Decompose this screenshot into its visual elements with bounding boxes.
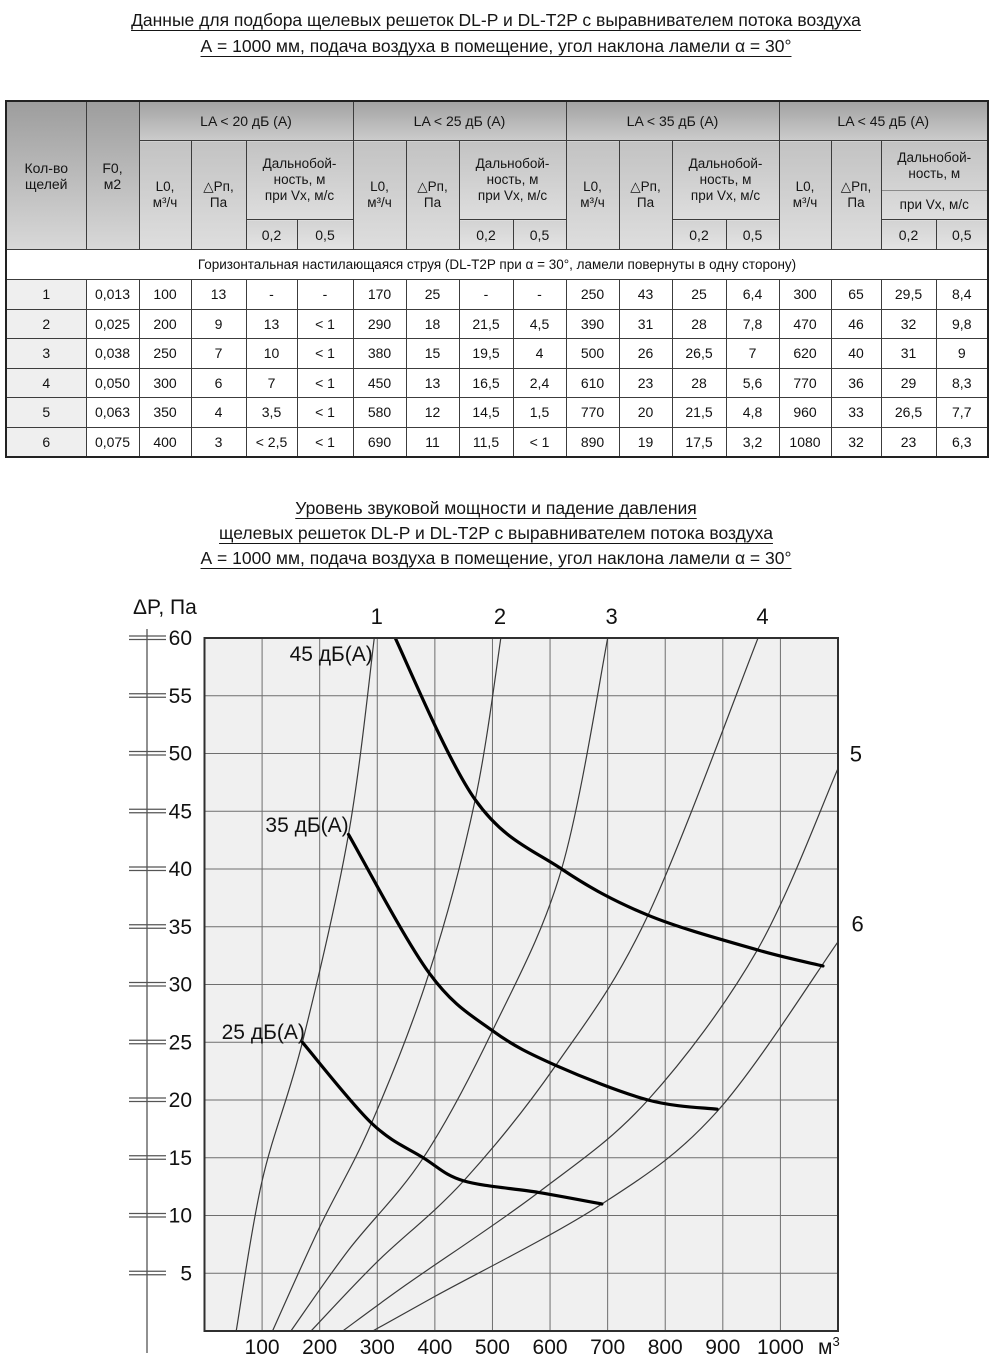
data-cell: 18 bbox=[406, 309, 459, 339]
data-cell: 3,2 bbox=[726, 427, 779, 457]
chart-title-line1: Уровень звуковой мощности и падение давления bbox=[295, 498, 697, 518]
y-tick-label-60: 60 bbox=[168, 627, 192, 650]
table-row-4 bbox=[6, 368, 988, 398]
data-cell: 14,5 bbox=[459, 398, 513, 428]
data-cell: 0,025 bbox=[86, 309, 139, 339]
data-cell: 12 bbox=[406, 398, 459, 428]
data-cell: - bbox=[297, 280, 353, 310]
data-cell: 17,5 bbox=[672, 427, 726, 457]
col-header-flow-1: L0, м³/ч bbox=[353, 141, 406, 250]
col-subheader-vx-0-0: 0,2 bbox=[246, 220, 297, 250]
data-cell: 200 bbox=[139, 309, 191, 339]
data-cell: 7 bbox=[191, 339, 246, 369]
col-header-range-3: Дальнобой- ность, м при Vx, м/с bbox=[881, 141, 988, 220]
data-cell: 11,5 bbox=[459, 427, 513, 457]
table-title bbox=[0, 7, 992, 59]
y-tick-label-15: 15 bbox=[168, 1146, 192, 1170]
data-cell: 0,038 bbox=[86, 339, 139, 369]
chart-title bbox=[0, 496, 992, 571]
y-tick-label-40: 40 bbox=[168, 858, 192, 881]
data-cell: 16,5 bbox=[459, 368, 513, 398]
x-axis-unit: $м^3$ bbox=[818, 1334, 840, 1359]
data-cell: 250 bbox=[566, 280, 619, 310]
table-title-line1: Данные для подбора щелевых решеток DL-P и DL-T2P с выравнивателем потока воздуха bbox=[131, 10, 861, 30]
data-cell: 29 bbox=[881, 368, 936, 398]
chart-title-line3: А = 1000 мм, подача воздуха в помещение, угол наклона ламели α = 30° bbox=[200, 548, 792, 568]
y-axis-title: ΔP, Па bbox=[133, 596, 197, 619]
data-cell: - bbox=[513, 280, 566, 310]
data-cell: 26,5 bbox=[881, 398, 936, 428]
selection-table bbox=[5, 100, 989, 458]
data-cell: 23 bbox=[881, 427, 936, 457]
data-cell: 13 bbox=[246, 309, 297, 339]
row-slots-count: 5 bbox=[6, 398, 86, 428]
data-cell: < 1 bbox=[513, 427, 566, 457]
data-cell: 28 bbox=[672, 309, 726, 339]
col-header-flow-0: L0, м³/ч bbox=[139, 141, 191, 250]
slot-count-label-5: 5 bbox=[849, 741, 862, 767]
slot-count-label-6: 6 bbox=[851, 911, 864, 937]
data-cell: 690 bbox=[353, 427, 406, 457]
data-cell: 21,5 bbox=[459, 309, 513, 339]
data-cell: 36 bbox=[831, 368, 881, 398]
y-tick-label-50: 50 bbox=[168, 742, 192, 766]
data-cell: < 1 bbox=[297, 339, 353, 369]
col-subheader-vx-2-0: 0,2 bbox=[672, 220, 726, 250]
data-cell: 7 bbox=[726, 339, 779, 369]
x-tick-label-400: 400 bbox=[417, 1336, 453, 1359]
x-tick-label-500: 500 bbox=[474, 1336, 510, 1359]
data-cell: 4,8 bbox=[726, 398, 779, 428]
data-cell: 8,3 bbox=[936, 368, 988, 398]
col-header-area: F0, м2 bbox=[86, 101, 139, 250]
data-cell: 3 bbox=[191, 427, 246, 457]
data-cell: 4 bbox=[191, 398, 246, 428]
data-cell: 8,4 bbox=[936, 280, 988, 310]
data-cell: < 1 bbox=[297, 427, 353, 457]
table-row-1 bbox=[6, 280, 988, 310]
data-cell: 13 bbox=[191, 280, 246, 310]
x-tick-label-900: 900 bbox=[705, 1336, 741, 1359]
data-cell: 6 bbox=[191, 368, 246, 398]
slot-count-label-2: 2 bbox=[493, 604, 507, 630]
data-cell: 31 bbox=[619, 309, 672, 339]
y-tick-label-55: 55 bbox=[168, 684, 192, 708]
data-cell: 350 bbox=[139, 398, 191, 428]
group-header-la0: LA < 20 дБ (А) bbox=[139, 101, 353, 141]
data-cell: 9 bbox=[191, 309, 246, 339]
col-header-range-2: Дальнобой- ность, м при Vx, м/с bbox=[672, 141, 779, 220]
data-cell: 65 bbox=[831, 280, 881, 310]
data-cell: 1080 bbox=[779, 427, 831, 457]
col-header-dp-2: △Pп, Па bbox=[619, 141, 672, 250]
data-cell: 33 bbox=[831, 398, 881, 428]
data-cell: 40 bbox=[831, 339, 881, 369]
data-cell: 9 bbox=[936, 339, 988, 369]
data-cell: 960 bbox=[779, 398, 831, 428]
group-header-la2: LA < 35 дБ (А) bbox=[566, 101, 779, 141]
data-cell: 100 bbox=[139, 280, 191, 310]
data-cell: 43 bbox=[619, 280, 672, 310]
data-cell: < 1 bbox=[297, 309, 353, 339]
data-cell: 25 bbox=[406, 280, 459, 310]
db-level-label-45: 45 дБ(А) bbox=[289, 643, 373, 667]
data-cell: 450 bbox=[353, 368, 406, 398]
db-level-label-35: 35 дБ(А) bbox=[265, 814, 349, 838]
table-row-5 bbox=[6, 398, 988, 428]
data-cell: 15 bbox=[406, 339, 459, 369]
data-cell: 0,013 bbox=[86, 280, 139, 310]
data-cell: 6,4 bbox=[726, 280, 779, 310]
selection-table-wrap bbox=[5, 100, 987, 458]
data-cell: 400 bbox=[139, 427, 191, 457]
data-cell: 7,7 bbox=[936, 398, 988, 428]
data-cell: 26 bbox=[619, 339, 672, 369]
data-cell: 11 bbox=[406, 427, 459, 457]
table-title-line2: А = 1000 мм, подача воздуха в помещение, угол наклона ламели α = 30° bbox=[200, 36, 792, 56]
data-cell: 31 bbox=[881, 339, 936, 369]
data-cell: 500 bbox=[566, 339, 619, 369]
col-header-slots: Кол-во щелей bbox=[6, 101, 86, 250]
y-tick-label-25: 25 bbox=[168, 1031, 192, 1055]
y-tick-label-5: 5 bbox=[180, 1262, 192, 1286]
row-slots-count: 2 bbox=[6, 309, 86, 339]
data-cell: 580 bbox=[353, 398, 406, 428]
group-header-la1: LA < 25 дБ (А) bbox=[353, 101, 566, 141]
data-cell: 26,5 bbox=[672, 339, 726, 369]
data-cell: 4,5 bbox=[513, 309, 566, 339]
data-cell: 19,5 bbox=[459, 339, 513, 369]
data-cell: 170 bbox=[353, 280, 406, 310]
x-tick-label-800: 800 bbox=[647, 1336, 683, 1359]
y-tick-label-10: 10 bbox=[168, 1204, 192, 1228]
table-row-3 bbox=[6, 339, 988, 369]
data-cell: 300 bbox=[779, 280, 831, 310]
col-subheader-vx-2-1: 0,5 bbox=[726, 220, 779, 250]
data-cell: - bbox=[246, 280, 297, 310]
pressure-chart bbox=[0, 585, 992, 1366]
pressure-chart-wrap bbox=[0, 585, 992, 1366]
y-tick-label-30: 30 bbox=[168, 973, 192, 997]
table-row-2 bbox=[6, 309, 988, 339]
table-row-6 bbox=[6, 427, 988, 457]
y-tick-label-45: 45 bbox=[168, 800, 192, 824]
data-cell: 10 bbox=[246, 339, 297, 369]
col-header-dp-0: △Pп, Па bbox=[191, 141, 246, 250]
data-cell: 28 bbox=[672, 368, 726, 398]
data-cell: 29,5 bbox=[881, 280, 936, 310]
col-header-flow-2: L0, м³/ч bbox=[566, 141, 619, 250]
data-cell: 19 bbox=[619, 427, 672, 457]
data-cell: 470 bbox=[779, 309, 831, 339]
data-cell: 6,3 bbox=[936, 427, 988, 457]
row-slots-count: 4 bbox=[6, 368, 86, 398]
data-cell: 2,4 bbox=[513, 368, 566, 398]
data-cell: 770 bbox=[566, 398, 619, 428]
data-cell: 3,5 bbox=[246, 398, 297, 428]
data-cell: 32 bbox=[831, 427, 881, 457]
slot-count-label-4: 4 bbox=[756, 604, 769, 630]
data-cell: 0,063 bbox=[86, 398, 139, 428]
col-subheader-vx-1-0: 0,2 bbox=[459, 220, 513, 250]
data-cell: 250 bbox=[139, 339, 191, 369]
col-header-range-0: Дальнобой- ность, м при Vx, м/с bbox=[246, 141, 353, 220]
data-cell: 1,5 bbox=[513, 398, 566, 428]
row-slots-count: 6 bbox=[6, 427, 86, 457]
row-slots-count: 3 bbox=[6, 339, 86, 369]
slot-count-label-3: 3 bbox=[605, 604, 618, 630]
data-cell: 290 bbox=[353, 309, 406, 339]
col-subheader-vx-3-0: 0,2 bbox=[881, 220, 936, 250]
data-cell: 32 bbox=[881, 309, 936, 339]
row-slots-count: 1 bbox=[6, 280, 86, 310]
x-tick-label-700: 700 bbox=[590, 1336, 626, 1359]
data-cell: 890 bbox=[566, 427, 619, 457]
y-tick-label-20: 20 bbox=[168, 1089, 192, 1112]
data-cell: 4 bbox=[513, 339, 566, 369]
data-cell: 300 bbox=[139, 368, 191, 398]
db-level-label-25: 25 дБ(А) bbox=[221, 1020, 305, 1044]
chart-title-line2: щелевых решеток DL-P и DL-T2P с выравнивателем потока воздуха bbox=[219, 523, 773, 543]
x-tick-label-100: 100 bbox=[244, 1336, 280, 1359]
col-header-dp-1: △Pп, Па bbox=[406, 141, 459, 250]
data-cell: 23 bbox=[619, 368, 672, 398]
col-header-range-1: Дальнобой- ность, м при Vx, м/с bbox=[459, 141, 566, 220]
data-cell: 610 bbox=[566, 368, 619, 398]
col-subheader-vx-1-1: 0,5 bbox=[513, 220, 566, 250]
data-cell: < 1 bbox=[297, 398, 353, 428]
data-cell: 20 bbox=[619, 398, 672, 428]
data-cell: 13 bbox=[406, 368, 459, 398]
data-cell: 770 bbox=[779, 368, 831, 398]
data-cell: 25 bbox=[672, 280, 726, 310]
col-subheader-vx-0-1: 0,5 bbox=[297, 220, 353, 250]
data-cell: 0,050 bbox=[86, 368, 139, 398]
x-tick-label-200: 200 bbox=[302, 1336, 338, 1359]
col-header-dp-3: △Pп, Па bbox=[831, 141, 881, 250]
data-cell: 5,6 bbox=[726, 368, 779, 398]
data-cell: 620 bbox=[779, 339, 831, 369]
col-header-flow-3: L0, м³/ч bbox=[779, 141, 831, 250]
col-subheader-vx-3-1: 0,5 bbox=[936, 220, 988, 250]
y-tick-label-35: 35 bbox=[168, 915, 192, 939]
data-cell: 46 bbox=[831, 309, 881, 339]
group-header-la3: LA < 45 дБ (А) bbox=[779, 101, 988, 141]
data-cell: < 1 bbox=[297, 368, 353, 398]
x-tick-label-600: 600 bbox=[532, 1336, 568, 1359]
data-cell: 7,8 bbox=[726, 309, 779, 339]
data-cell: 9,8 bbox=[936, 309, 988, 339]
data-cell: 21,5 bbox=[672, 398, 726, 428]
data-cell: 0,075 bbox=[86, 427, 139, 457]
jet-type-band: Горизонтальная настилающаяся струя (DL-T2P при α = 30°, ламели повернуты в одну сторону) bbox=[6, 250, 988, 280]
data-cell: < 2,5 bbox=[246, 427, 297, 457]
x-tick-label-300: 300 bbox=[359, 1336, 395, 1359]
data-cell: - bbox=[459, 280, 513, 310]
x-tick-label-1000: 1000 bbox=[757, 1336, 804, 1359]
slot-count-label-1: 1 bbox=[370, 604, 383, 630]
data-cell: 7 bbox=[246, 368, 297, 398]
data-cell: 380 bbox=[353, 339, 406, 369]
data-cell: 390 bbox=[566, 309, 619, 339]
